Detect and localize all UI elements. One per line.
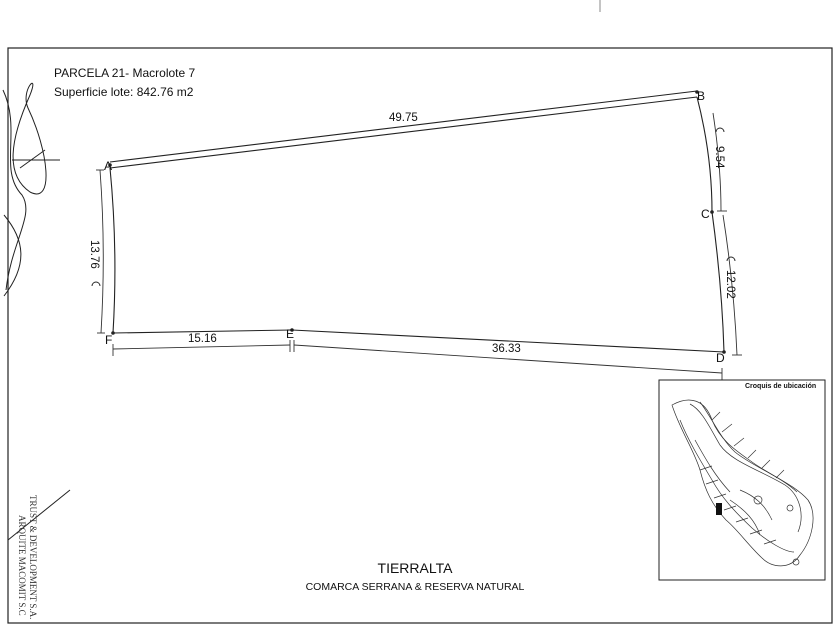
dimension-fa: 13.76 — [88, 240, 100, 269]
parcel-outline — [110, 91, 724, 352]
parcel-location-marker — [716, 503, 722, 515]
arc-symbols — [92, 128, 735, 286]
inset-title: Croquis de ubicación — [745, 383, 817, 390]
dimension-ef: 15.16 — [188, 333, 217, 345]
dimension-cd: 12.02 — [724, 270, 736, 299]
project-subtitle: COMARCA SERRANA & RESERVA NATURAL — [305, 581, 525, 593]
stamp-line-1: TRUST & DEVELOPMENT S.A. — [28, 495, 38, 620]
dimension-de: 36.33 — [492, 343, 521, 355]
corner-label-e: E — [286, 327, 295, 341]
project-title: TIERRALTA — [377, 560, 453, 576]
corner-label-f: F — [105, 333, 113, 347]
corner-markers — [108, 90, 726, 354]
stamp-line-2: ARQUITE MACOMIT S.C — [17, 515, 27, 616]
corner-label-c: C — [701, 207, 710, 221]
signature-scribble — [3, 83, 60, 296]
dimension-bc: 9.54 — [713, 146, 725, 169]
corner-label-a: A — [104, 159, 113, 173]
corner-label-d: D — [716, 351, 725, 365]
dimension-ab: 49.75 — [389, 112, 418, 124]
company-stamp — [8, 490, 70, 619]
parcel-area: Superficie lote: 842.76 m2 — [54, 85, 194, 99]
corner-label-b: B — [697, 89, 706, 103]
parcel-title: PARCELA 21- Macrolote 7 — [54, 66, 196, 80]
location-inset — [659, 380, 825, 580]
